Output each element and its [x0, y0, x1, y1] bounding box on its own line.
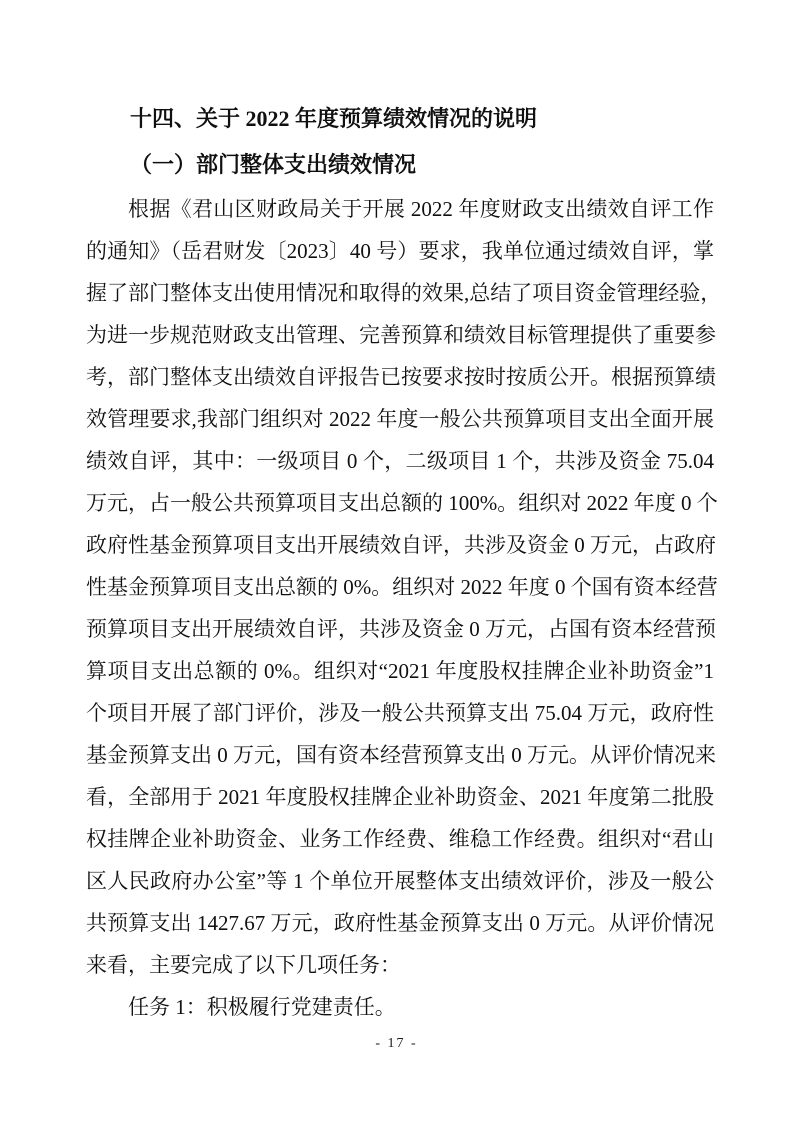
paragraph-line: 为进一步规范财政支出管理、完善预算和绩效目标管理提供了重要参	[86, 323, 716, 347]
paragraph-line: 政府性基金预算项目支出开展绩效自评，共涉及资金 0 万元，占政府	[86, 533, 716, 557]
paragraph-task1: 任务 1：积极履行党建责任。	[128, 995, 396, 1019]
paragraph-line: 共预算支出 1427.67 万元，政府性基金预算支出 0 万元。从评价情况	[86, 911, 714, 935]
paragraph-line: 万元，占一般公共预算项目支出总额的 100%。组织对 2022 年度 0 个	[86, 491, 718, 515]
paragraph-line: 权挂牌企业补助资金、业务工作经费、维稳工作经费。组织对“君山	[86, 827, 714, 851]
paragraph-line: 来看，主要完成了以下几项任务：	[86, 953, 401, 977]
subsection-heading: （一）部门整体支出绩效情况	[130, 152, 417, 177]
section-heading: 十四、关于 2022 年度预算绩效情况的说明	[130, 106, 538, 131]
paragraph-performance-overview	[86, 188, 722, 986]
page-number: - 17 -	[375, 1036, 418, 1051]
paragraph-line: 基金预算支出 0 万元，国有资本经营预算支出 0 万元。从评价情况来	[86, 743, 716, 767]
document-body	[86, 96, 722, 1028]
paragraph-line: 看，全部用于 2021 年度股权挂牌企业补助资金、2021 年度第二批股	[86, 785, 714, 809]
paragraph-line: 预算项目支出开展绩效自评，共涉及资金 0 万元，占国有资本经营预	[86, 617, 716, 641]
paragraph-line: 绩效自评，其中：一级项目 0 个，二级项目 1 个，共涉及资金 75.04	[86, 449, 714, 473]
paragraph-line: 握了部门整体支出使用情况和取得的效果,总结了项目资金管理经验，	[86, 281, 722, 305]
paragraph-line: 效管理要求,我部门组织对 2022 年度一般公共预算项目支出全面开展	[86, 407, 714, 431]
paragraph-line: 个项目开展了部门评价，涉及一般公共预算支出 75.04 万元，政府性	[86, 701, 714, 725]
paragraph-line: 算项目支出总额的 0%。组织对“2021 年度股权挂牌企业补助资金”1	[86, 659, 714, 683]
paragraph-line: 的通知》（岳君财发〔2023〕40 号）要求，我单位通过绩效自评，掌	[86, 239, 714, 263]
paragraph-line: 区人民政府办公室”等 1 个单位开展整体支出绩效评价，涉及一般公	[86, 869, 714, 893]
paragraph-line: 根据《君山区财政局关于开展 2022 年度财政支出绩效自评工作	[128, 197, 714, 221]
paragraph-line: 考，部门整体支出绩效自评报告已按要求按时按质公开。根据预算绩	[86, 365, 716, 389]
paragraph-line: 性基金预算项目支出总额的 0%。组织对 2022 年度 0 个国有资本经营	[86, 575, 718, 599]
